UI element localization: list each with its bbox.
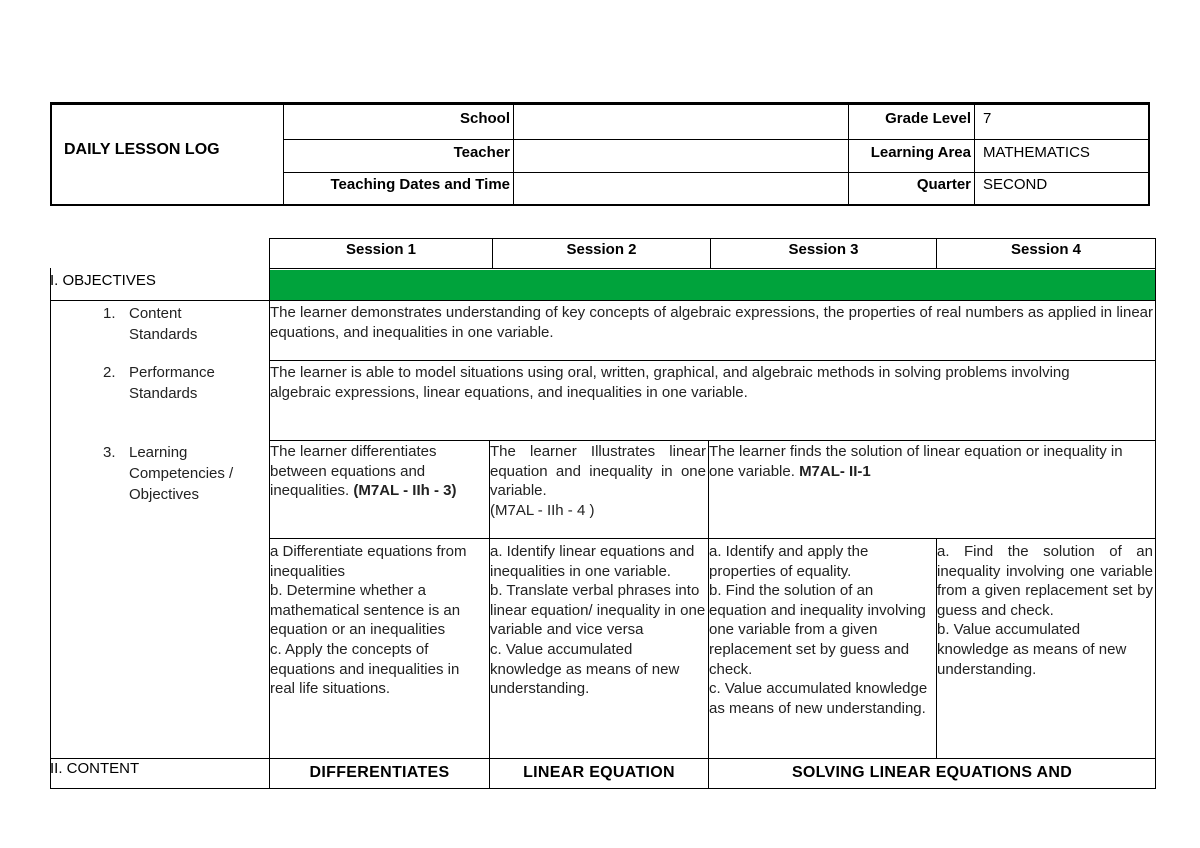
table-line [50,788,1155,789]
list-item: c. Apply the concepts of equations and inequalities in real life situations. [270,640,460,698]
session-3-header: Session 3 [788,241,859,258]
list-item: c. Value accumulated knowledge as means of new understanding. [490,640,680,698]
table-line [269,440,1155,441]
competency-session-1: The learner differentiates between equations and inequalities. (M7AL - IIh - 3) [270,443,457,500]
table-line [269,360,1155,361]
list-item: c. Value accumulated knowledge as means of new understanding. [709,680,928,717]
list-item: b. Translate verbal phrases into linear equation/ inequality in one variable and vice versa [490,582,706,639]
header-divider [513,105,514,204]
content-standards-label: 1. Content Standards [103,305,198,343]
competency-code: (M7AL - IIh - 4 ) [490,501,595,519]
learning-area-value: MATHEMATICS [983,144,1090,161]
performance-standards-text: The learner is able to model situations using oral, written, graphical, and algebraic methods in solving problems involving algebraic expressions, linear equations, and inequalities in one variable. [270,364,1070,401]
table-line [1155,238,1156,789]
grade-level-value: 7 [983,110,992,127]
list-item: b. Determine whether a mathematical sentence is an equation or an inequalities [270,582,461,639]
competency-code: (M7AL - IIh - 3) [353,482,457,500]
session-4-header: Session 4 [1010,241,1082,258]
content-heading: II. CONTENT [50,760,140,777]
table-line [50,300,1155,301]
content-session-3-4: SOLVING LINEAR EQUATIONS AND [791,764,1073,781]
teaching-dates-label: Teaching Dates and Time [330,176,510,193]
teacher-label: Teacher [453,144,510,161]
list-item: b. Value accumulated knowledge as means of new understanding. [937,621,1127,678]
header-row-line [283,172,1148,173]
list-item: a Differentiate equations from inequalities [270,543,467,580]
content-session-1: DIFFERENTIATES [309,764,450,781]
grade-level-label: Grade Level [885,110,971,127]
learning-competencies-label: 3. Learning Competencies / Objectives [103,444,234,503]
quarter-label: Quarter [916,176,971,193]
performance-standards-label: 2. Performance Standards [103,364,215,402]
objectives-session-2 [490,542,706,699]
objectives-session-1 [270,542,487,699]
objectives-session-3 [709,542,934,718]
list-item: a. Identify and apply the properties of equality. [709,543,869,580]
competency-session-3-4: The learner finds the solution of linear equation or inequality in one variable. M7AL- II-1 [709,443,1123,480]
header-divider [848,105,849,204]
objectives-highlight-bar [270,270,1155,300]
header-table [50,102,1150,206]
quarter-value: SECOND [983,176,1048,193]
school-label: School [459,110,510,127]
competency-session-2: The learner Illustrates linear equation and inequality in one variable. (M7AL - IIh - 4 ) [490,443,706,519]
learning-area-label: Learning Area [870,144,971,161]
content-standards-text: The learner demonstrates understanding of key concepts of algebraic expressions, the properties of real numbers as applied in linear equations, and inequalities in one variable. [270,304,1154,341]
table-line [269,238,1155,239]
header-divider [974,105,975,204]
table-line [50,268,51,789]
table-line [50,758,1155,759]
document-title: DAILY LESSON LOG [64,141,220,158]
list-item: a. Find the solution of an inequality involving one variable from a given replacement set by guess and check. [937,543,1153,619]
objectives-session-4 [937,542,1153,679]
session-1-header: Session 1 [345,241,417,258]
objectives-heading: I. OBJECTIVES [50,272,156,289]
session-2-header: Session 2 [566,241,637,258]
table-line [269,268,1155,269]
list-item: b. Find the solution of an equation and inequality involving one variable from a given replacement set by guess and check. [709,582,926,678]
competency-code: M7AL- II-1 [799,462,871,480]
content-session-2: LINEAR EQUATION [523,764,675,781]
table-line [269,538,1155,539]
header-row-line [283,139,1148,140]
header-divider [283,105,284,204]
list-item: a. Identify linear equations and inequalities in one variable. [490,543,695,580]
